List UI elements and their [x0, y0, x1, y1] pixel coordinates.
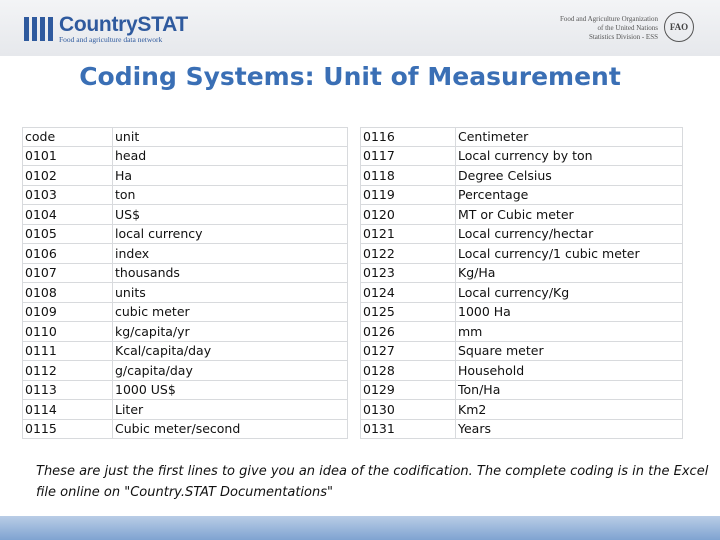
- unit-cell: mm: [456, 322, 683, 342]
- code-cell: 0102: [22, 166, 113, 186]
- unit-cell: Household: [456, 361, 683, 381]
- unit-cell: Local currency by ton: [456, 147, 683, 167]
- table-row: [360, 147, 683, 167]
- table-row: [22, 420, 348, 440]
- unit-cell: index: [113, 244, 348, 264]
- unit-cell: US$: [113, 205, 348, 225]
- code-cell: 0119: [360, 186, 456, 206]
- code-cell: 0101: [22, 147, 113, 167]
- unit-cell: Local currency/Kg: [456, 283, 683, 303]
- code-cell: 0116: [360, 127, 456, 147]
- table-row: [360, 322, 683, 342]
- fao-org-text: [508, 15, 658, 42]
- unit-cell: Ha: [113, 166, 348, 186]
- code-cell: 0124: [360, 283, 456, 303]
- code-cell: 0127: [360, 342, 456, 362]
- unit-cell: local currency: [113, 225, 348, 245]
- table-row: [22, 400, 348, 420]
- org-line-2: of the United Nations: [597, 24, 658, 32]
- table-row: [22, 381, 348, 401]
- table-row: [22, 361, 348, 381]
- code-cell: 0128: [360, 361, 456, 381]
- unit-cell: g/capita/day: [113, 361, 348, 381]
- code-cell: 0110: [22, 322, 113, 342]
- table-row: [22, 166, 348, 186]
- table-row: [22, 244, 348, 264]
- unit-cell: Ton/Ha: [456, 381, 683, 401]
- table-row: [22, 205, 348, 225]
- unit-cell: Square meter: [456, 342, 683, 362]
- logo-tagline: Food and agriculture data network: [59, 35, 163, 44]
- table-row: [22, 186, 348, 206]
- code-cell: 0120: [360, 205, 456, 225]
- code-cell: 0112: [22, 361, 113, 381]
- code-cell: 0104: [22, 205, 113, 225]
- fao-emblem-icon: [664, 12, 694, 42]
- code-cell: 0122: [360, 244, 456, 264]
- table-row: [360, 283, 683, 303]
- code-cell: 0107: [22, 264, 113, 284]
- unit-cell: 1000 Ha: [456, 303, 683, 323]
- org-line-1: Food and Agriculture Organization: [559, 15, 658, 23]
- org-line-3: Statistics Division - ESS: [588, 33, 658, 41]
- unit-cell: Years: [456, 420, 683, 440]
- unit-cell: Kcal/capita/day: [113, 342, 348, 362]
- code-cell: 0125: [360, 303, 456, 323]
- logo-name: CountrySTAT: [59, 13, 188, 36]
- table-row: [22, 322, 348, 342]
- code-cell: 0129: [360, 381, 456, 401]
- code-cell: code: [22, 127, 113, 147]
- table-row: [360, 361, 683, 381]
- unit-cell: kg/capita/yr: [113, 322, 348, 342]
- code-cell: 0118: [360, 166, 456, 186]
- table-row: [360, 205, 683, 225]
- table-row: [360, 166, 683, 186]
- unit-codes-table-right: [360, 127, 683, 439]
- unit-cell: Percentage: [456, 186, 683, 206]
- unit-cell: ton: [113, 186, 348, 206]
- unit-cell: Local currency/hectar: [456, 225, 683, 245]
- fao-emblem-text: FAO: [669, 22, 689, 32]
- code-cell: 0108: [22, 283, 113, 303]
- table-row: [360, 303, 683, 323]
- countrystat-logo: [24, 14, 188, 44]
- code-cell: 0114: [22, 400, 113, 420]
- unit-cell: head: [113, 147, 348, 167]
- table-row: [22, 225, 348, 245]
- table-row: [22, 303, 348, 323]
- unit-cell: unit: [113, 127, 348, 147]
- unit-cell: cubic meter: [113, 303, 348, 323]
- table-row: [22, 264, 348, 284]
- table-row: [22, 283, 348, 303]
- countrystat-bars-icon: [24, 17, 53, 41]
- code-cell: 0123: [360, 264, 456, 284]
- code-cell: 0131: [360, 420, 456, 440]
- code-cell: 0115: [22, 420, 113, 440]
- table-row: [22, 127, 348, 147]
- code-cell: 0121: [360, 225, 456, 245]
- table-row: [360, 186, 683, 206]
- table-row: [360, 420, 683, 440]
- unit-cell: Cubic meter/second: [113, 420, 348, 440]
- footnote: These are just the first lines to give you an idea of the codification. The complete coding is in the Excel file online on "Country.STAT Documentations": [36, 464, 709, 500]
- code-cell: 0113: [22, 381, 113, 401]
- table-row: [360, 264, 683, 284]
- table-row: [360, 381, 683, 401]
- unit-cell: MT or Cubic meter: [456, 205, 683, 225]
- footer-bar: [0, 516, 720, 540]
- unit-cell: thousands: [113, 264, 348, 284]
- unit-cell: Liter: [113, 400, 348, 420]
- page-title: Coding Systems: Unit of Measurement: [79, 62, 621, 91]
- table-row: [360, 244, 683, 264]
- code-cell: 0109: [22, 303, 113, 323]
- unit-cell: Degree Celsius: [456, 166, 683, 186]
- unit-cell: Local currency/1 cubic meter: [456, 244, 683, 264]
- unit-cell: Centimeter: [456, 127, 683, 147]
- code-cell: 0126: [360, 322, 456, 342]
- unit-codes-table-left: [22, 127, 348, 439]
- unit-cell: units: [113, 283, 348, 303]
- code-cell: 0106: [22, 244, 113, 264]
- code-cell: 0117: [360, 147, 456, 167]
- code-cell: 0105: [22, 225, 113, 245]
- table-row: [22, 147, 348, 167]
- unit-cell: 1000 US$: [113, 381, 348, 401]
- code-cell: 0130: [360, 400, 456, 420]
- unit-cell: Kg/Ha: [456, 264, 683, 284]
- header-band: [0, 0, 720, 56]
- code-cell: 0111: [22, 342, 113, 362]
- table-row: [360, 400, 683, 420]
- table-row: [22, 342, 348, 362]
- code-cell: 0103: [22, 186, 113, 206]
- table-row: [360, 127, 683, 147]
- unit-cell: Km2: [456, 400, 683, 420]
- table-row: [360, 225, 683, 245]
- table-row: [360, 342, 683, 362]
